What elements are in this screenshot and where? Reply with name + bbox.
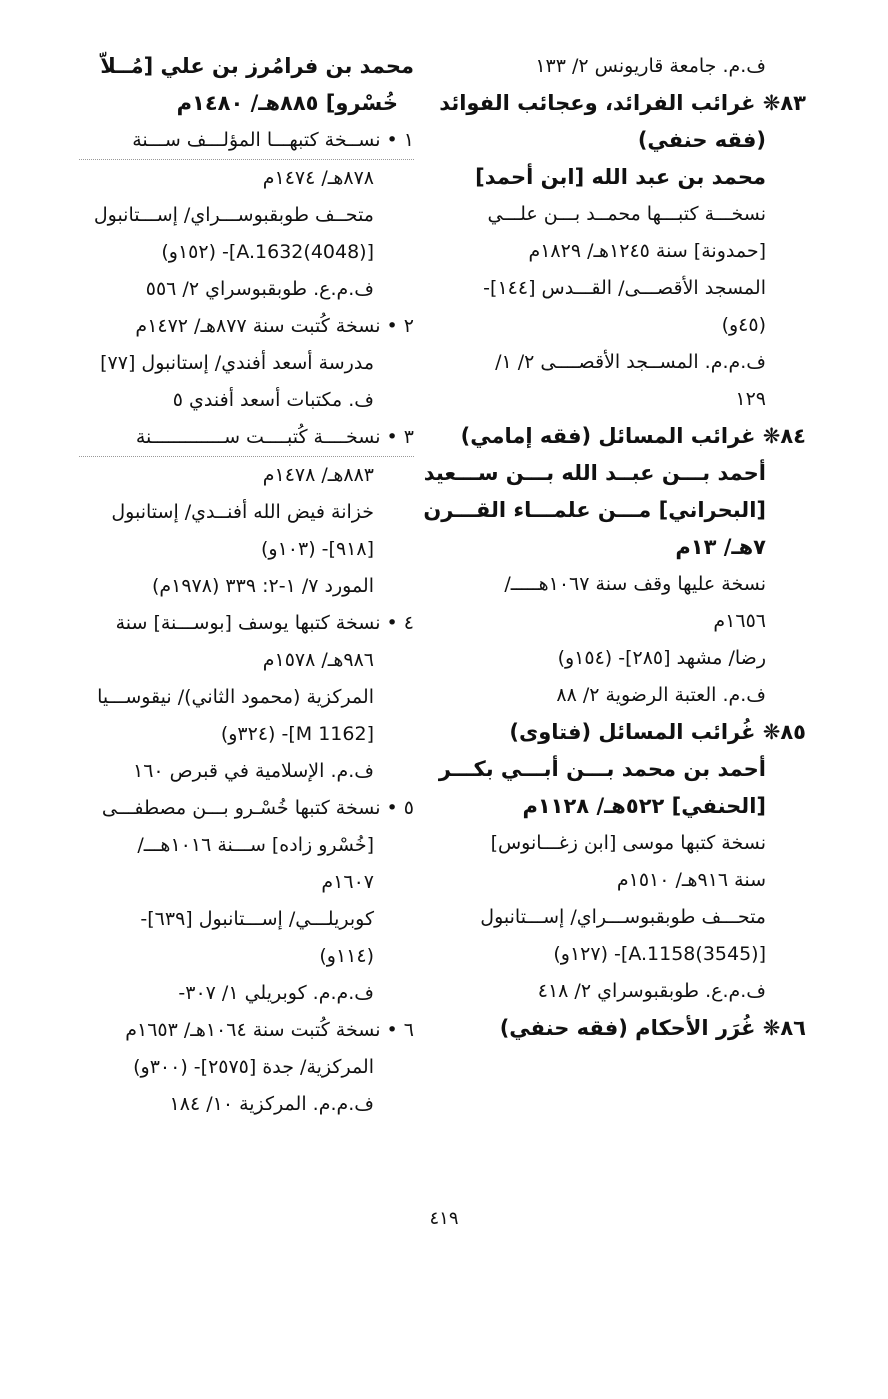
text-line: نسخة عليها وقف سنة ١٠٦٧هـــــ/ [504, 573, 766, 595]
text-line: أحمد بن محمد بـــن أبـــي بكـــر [438, 757, 766, 781]
text-line: نسخة كتبها موسى [ابن زغـــانوس] [490, 832, 766, 854]
text-line: ١٢٩ [735, 388, 766, 410]
text-line: المورد ٧/ ١-٢: ٣٣٩ (١٩٧٨م) [151, 575, 374, 597]
text-line: (فقه حنفي) [637, 128, 766, 152]
text-line: ٣ • نسخــــة كُتبــــت ســـــــــــــنة [79, 419, 414, 457]
text-line: محمد بن عبد الله [ابن أحمد] [475, 165, 766, 189]
text-line: رضا/ مشهد [٢٨٥]- (١٥٤و) [557, 647, 766, 669]
text-line: نسخـــة كتبـــها محمــد بـــن علـــي [487, 203, 766, 225]
text-line: متحــف طوبقبوســـراي/ إســـتانبول [93, 204, 374, 226]
text-line: خُسْرو] ٨٨٥هـ/ ١٤٨٠م [176, 91, 398, 115]
text-line: سنة ٩١٦هـ/ ١٥١٠م [616, 869, 766, 891]
text-line: ٢ • نسخة كُتبت سنة ٨٧٧هـ/ ١٤٧٢م [135, 315, 414, 337]
text-line: [٩١٨]- (١٠٣و) [261, 538, 374, 560]
text-line: كوبريلـــي/ إســـتانبول [٦٣٩]- [140, 908, 374, 930]
text-line: ١ • نســخة كتبهـــا المؤلـــف ســـنة [79, 122, 414, 160]
text-line: [M 1162]- (٣٢٤و) [220, 723, 374, 745]
text-line: ف.م.م. كوبريلي ١/ ٣٠٧- [178, 982, 374, 1004]
text-line: (١١٤و) [319, 945, 374, 967]
right-column [423, 48, 806, 1047]
text-line: ف.م. جامعة قاريونس ٢/ ١٣٣ [535, 55, 766, 77]
left-column [79, 48, 414, 1123]
text-line: المركزية (محمود الثاني)/ نيقوســـيا [97, 686, 374, 708]
text-line: ٥ • نسخة كتبها خُسْـرو بـــن مصطفـــى [101, 797, 414, 819]
text-line: ٨٣❋ غرائب الفرائد، وعجائب الفوائد [439, 91, 806, 115]
text-line: ٨٤❋ غرائب المسائل (فقه إمامي) [460, 424, 806, 448]
text-line: ٨٨٣هـ/ ١٤٧٨م [262, 464, 374, 486]
text-line: ٩٨٦هـ/ ١٥٧٨م [262, 649, 374, 671]
text-line: [الحنفي] ٥٢٢هـ/ ١١٢٨م [522, 794, 766, 818]
text-line: [حمدونة] سنة ١٢٤٥هـ/ ١٨٢٩م [528, 240, 766, 262]
text-line: ١٦٠٧م [321, 871, 374, 893]
text-line: متحـــف طوبقبوســـراي/ إســـتانبول [480, 906, 766, 928]
text-line: ف.م. الإسلامية في قبرص ١٦٠ [133, 760, 374, 782]
text-line: ف.م.م. المركزية ١٠/ ١٨٤ [169, 1093, 374, 1115]
text-line: ٨٧٨هـ/ ١٤٧٤م [262, 167, 374, 189]
text-line: ٨٦❋ غُرَر الأحكام (فقه حنفي) [499, 1016, 806, 1040]
page-number: ٤١٩ [429, 1208, 459, 1229]
text-line: [(4048)A.1632]- (١٥٢و) [161, 241, 374, 263]
text-line: [خُسْرو زاده] ســـنة ١٠١٦هـــ/ [137, 834, 374, 856]
text-line: ف.م.ع. طوبقبوسراي ٢/ ٤١٨ [537, 980, 766, 1002]
text-line: ف.م.ع. طوبقبوسراي ٢/ ٥٥٦ [145, 278, 374, 300]
text-line: ٤ • نسخة كتبها يوسف [بوســـنة] سنة [115, 612, 414, 634]
text-line: ف.م.م. المســجد الأقصــــى ٢/ ١/ [495, 351, 766, 373]
text-line: [(3545)A.1158]- (١٢٧و) [553, 943, 766, 965]
text-line: ف.م. العتبة الرضوية ٢/ ٨٨ [556, 684, 766, 706]
text-line: (٤٥و) [721, 314, 766, 336]
text-line: المركزية/ جدة [٢٥٧٥]- (٣٠٠و) [133, 1056, 374, 1078]
text-line: [البحراني] مـــن علمـــاء القـــرن [423, 498, 766, 522]
text-line: محمد بن فرامُرز بن علي [مُــلاّ [100, 54, 414, 78]
text-line: مدرسة أسعد أفندي/ إستانبول [٧٧] [100, 352, 374, 374]
text-line: ٨٥❋ غُرائب المسائل (فتاوى) [509, 720, 806, 744]
text-line: أحمد بـــن عبــد الله بـــن ســـعيد [423, 461, 766, 485]
text-line: ١٦٥٦م [713, 610, 766, 632]
text-line: المسجد الأقصـــى/ القـــدس [١٤٤]- [483, 277, 766, 299]
text-line: ف. مكتبات أسعد أفندي ٥ [172, 389, 374, 411]
text-line: ٦ • نسخة كُتبت سنة ١٠٦٤هـ/ ١٦٥٣م [125, 1019, 414, 1041]
text-line: خزانة فيض الله أفنــدي/ إستانبول [111, 501, 374, 523]
text-line: ٧هـ/ ١٣م [675, 535, 766, 559]
